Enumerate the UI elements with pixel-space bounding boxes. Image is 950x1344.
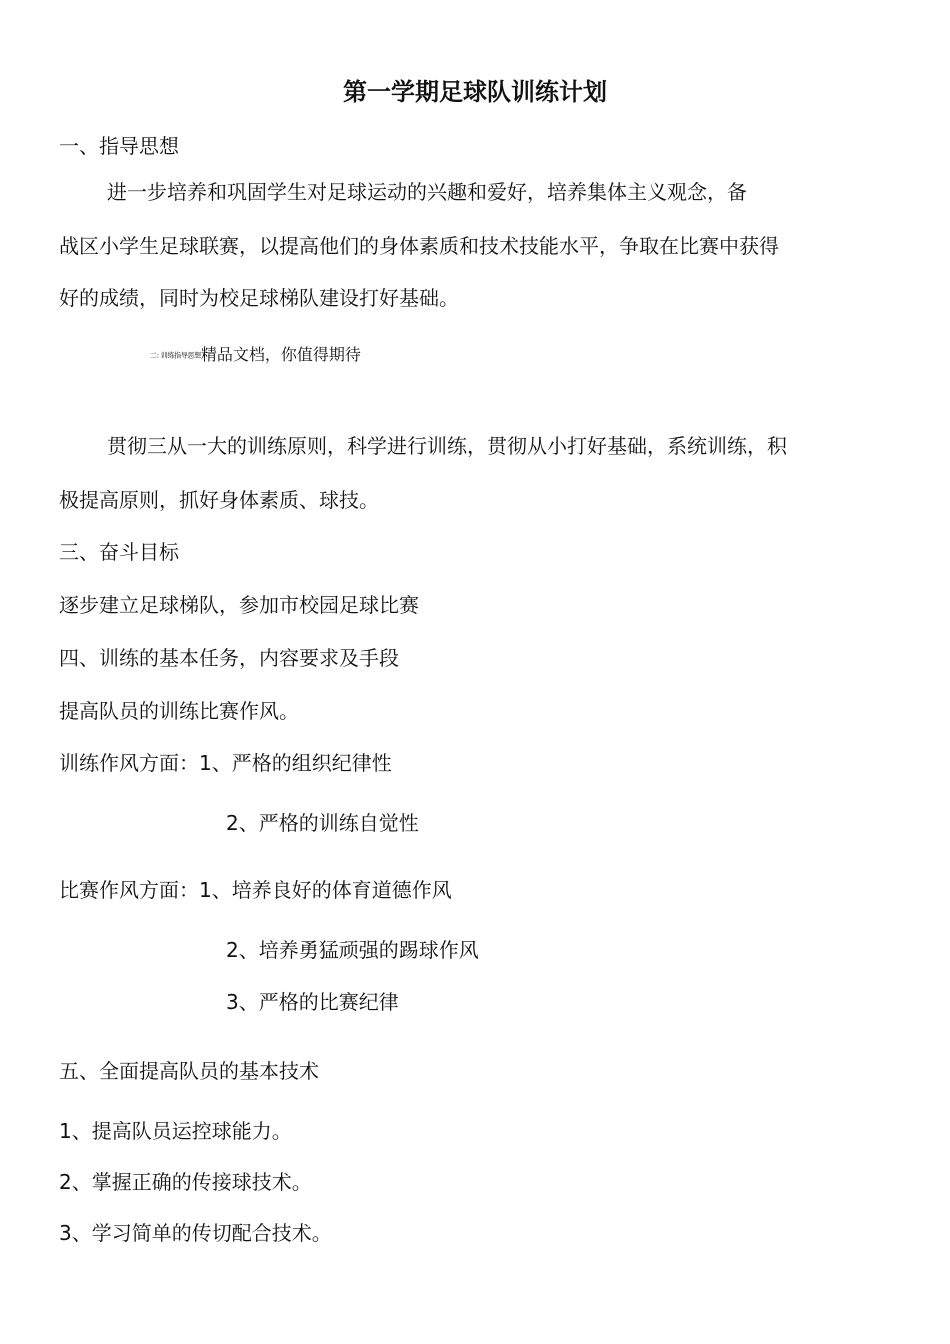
list-item: 1、培养良好的体育道德作风 [199, 878, 452, 902]
section-heading-goals: 三、奋斗目标 [59, 540, 179, 564]
list-item: 3、学习简单的传切配合技术。 [59, 1221, 332, 1245]
training-style-label: 训练作风方面： [59, 751, 199, 775]
paragraph-line: 提高队员的训练比赛作风。 [59, 699, 299, 723]
note-text: 精品文档，你值得期待 [200, 345, 361, 364]
list-item: 2、培养勇猛顽强的踢球作风 [226, 938, 479, 962]
paragraph-line: 好的成绩，同时为校足球梯队建设打好基础。 [59, 286, 459, 310]
section-heading-guiding-ideology: 一、指导思想 [59, 134, 179, 158]
paragraph-line: 极提高原则，抓好身体素质、球技。 [59, 488, 379, 512]
list-item: 1、严格的组织纪律性 [199, 751, 392, 775]
list-item: 2、严格的训练自觉性 [226, 811, 419, 835]
note-small-text: 二: 训练指导思想 [150, 351, 201, 360]
list-item: 1、提高队员运控球能力。 [59, 1119, 292, 1143]
watermark-note [150, 343, 361, 368]
section-heading-tasks: 四、训练的基本任务，内容要求及手段 [59, 646, 399, 670]
paragraph-line: 贯彻三从一大的训练原则，科学进行训练，贯彻从小打好基础，系统训练，积 [107, 434, 787, 458]
paragraph-line: 逐步建立足球梯队，参加市校园足球比赛 [59, 593, 419, 617]
section-heading-basic-skills: 五、全面提高队员的基本技术 [59, 1059, 319, 1083]
document-title: 第一学期足球队训练计划 [343, 78, 607, 106]
match-style-row [59, 876, 452, 904]
paragraph-line: 战区小学生足球联赛，以提高他们的身体素质和技术技能水平，争取在比赛中获得 [59, 234, 779, 258]
match-style-label: 比赛作风方面： [59, 878, 199, 902]
list-item: 3、严格的比赛纪律 [226, 990, 399, 1014]
list-item: 2、掌握正确的传接球技术。 [59, 1170, 312, 1194]
paragraph-line: 进一步培养和巩固学生对足球运动的兴趣和爱好，培养集体主义观念，备 [107, 180, 747, 204]
training-style-row [59, 749, 392, 777]
